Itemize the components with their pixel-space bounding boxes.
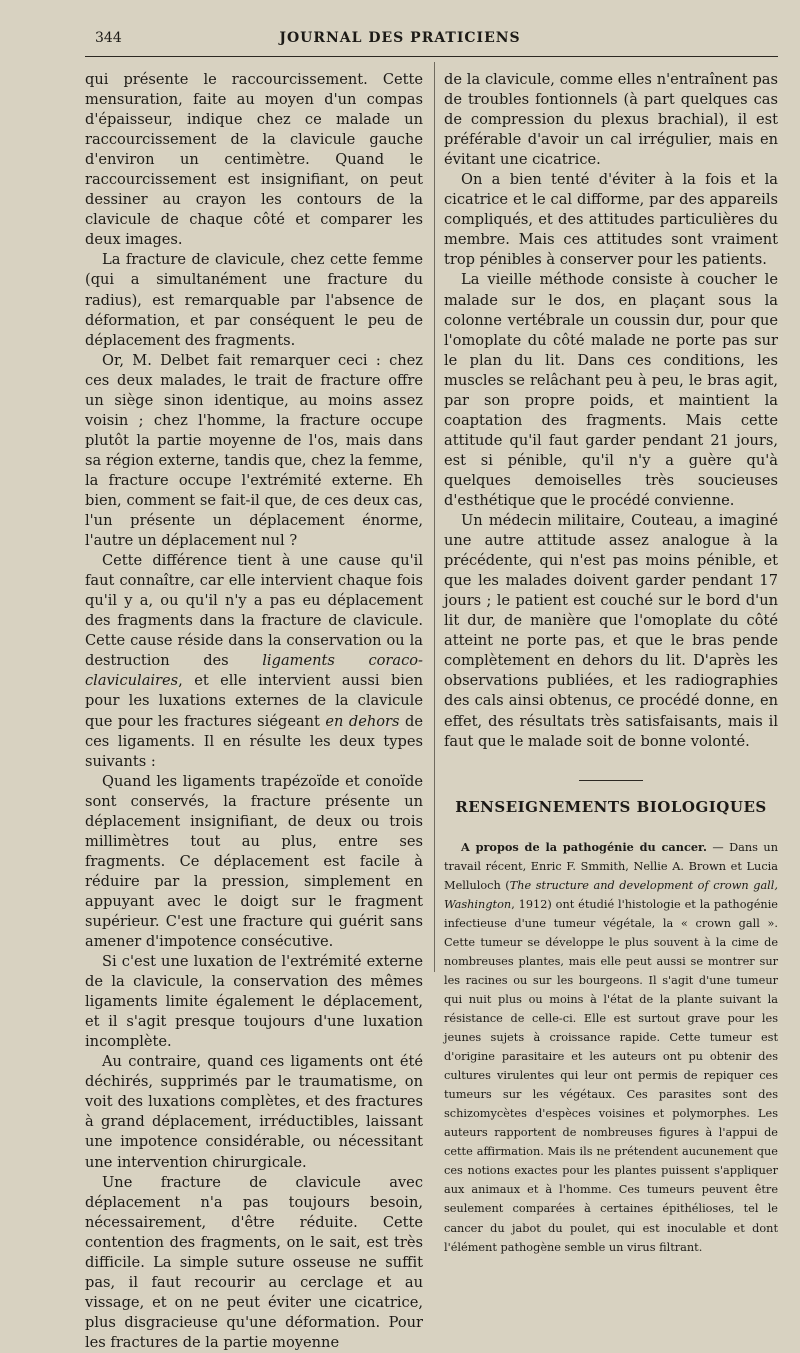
paragraph: de la clavicule, comme elles n'entraînent pas de troubles fontionnels (à part quelques cas de compression du plexus brachial), il est préférable d'avoir un cal irrégulier, mais en évitant une cicatrice.	[444, 71, 778, 169]
left-column	[85, 70, 423, 1353]
paragraph: La fracture de clavicule, chez cette femme (qui a simultanément une fracture du radius), est remarquable par l'absence de déformation, et par conséquent le peu de déplacement des fragments.	[85, 251, 423, 349]
page-header	[0, 30, 800, 56]
paragraph: On a bien tenté d'éviter à la fois et la cicatrice et le cal difforme, par des appareils compliqués, et des attitudes particulières du membre. Mais ces attitudes sont vraiment trop pénibles à conserver pour les patients.	[444, 171, 778, 269]
paragraph: La vieille méthode consiste à coucher le malade sur le dos, en plaçant sous la colonne vertébrale un coussin dur, pour que l'omoplate du côté malade ne porte pas sur le plan du lit. Dans ces conditions, les muscles se relâchant peu à peu, le bras agit, par son propre poids, et maintient la coaptation des fragments. Mais cette attitude qu'il faut garder pendant 21 jours, est si pénible, qu'il n'y a guère qu'à quelques demoiselles très soucieuses d'esthétique que le procédé convienne.	[444, 271, 778, 509]
journal-title: JOURNAL DES PRATICIENS	[279, 30, 521, 46]
section-rule	[579, 780, 643, 781]
paragraph: Un médecin militaire, Couteau, a imaginé une autre attitude assez analogue à la précédente, qui n'est pas moins pénible, et que les malades doivent garder pendant 17 jours ; le patient est couché sur le bord d'un lit dur, de manière que l'omoplate du côté atteint ne porte pas, et que le bras pende complètement en dehors du lit. D'après les observations publiées, et les radiographies des cals ainsi obtenus, ce procédé donne, en effet, des résultats très satisfaisants, mais il faut que le malade soit de bonne volonté.	[444, 512, 778, 750]
column-divider	[434, 62, 435, 972]
header-rule	[85, 56, 778, 57]
section-body	[444, 838, 778, 1257]
paragraph: Quand les ligaments trapézoïde et conoïde sont conservés, la fracture présente un déplacement insignifiant, de deux ou trois millimètres tout au plus, entre ses fragments. Ce déplacement est facile à réduire par la pression, simplement en appuyant avec le doigt sur le fragment supérieur. C'est une fracture qui guérit sans amener d'impotence consécutive.	[85, 772, 423, 951]
italic-title: The structure and development of crown gall, Washington	[444, 878, 778, 911]
paragraph: Au contraire, quand ces ligaments ont été déchirés, supprimés par le traumatisme, on voit des luxations complètes, et des fractures à grand déplacement, irréductibles, laissant une impotence considérable, ou nécessitant une intervention chirurgicale.	[85, 1053, 423, 1171]
paragraph: Une fracture de clavicule avec déplacement n'a pas toujours besoin, nécessairement, d'être réduite. Cette contention des fragments, on le sait, est très difficile. La simple suture osseuse ne suffit pas, il faut recourir au cerclage et au vissage, et on ne peut éviter une cicatrice, plus disgracieuse qu'une déformation. Pour les fractures de la partie moyenne	[85, 1173, 423, 1351]
paragraph: Cette différence tient à une cause qu'il faut connaître, car elle intervient chaque fois qu'il y a, ou qu'il n'y a pas eu déplacement des fragments dans la fracture de clavicule. Cette cause réside dans la conservation ou la destruction des ligaments coraco-claviculaires, et elle intervient aussi bien pour les luxations externes de la clavicule que pour les fractures siégeant en dehors de ces ligaments. Il en résulte les deux types suivants :	[85, 552, 423, 770]
run-in-heading: A propos de la pathogénie du cancer.	[461, 839, 707, 854]
italic-term: ligaments coraco-claviculaires	[85, 652, 423, 690]
paragraph: A propos de la pathogénie du cancer. — Dans un travail récent, Enric F. Smmith, Nellie A. Brown et Lucia Melluloch (The structure and development of crown gall, Washington, 1912) ont étudié l'histologie et la pathogénie infectieuse d'une tumeur végétale, la « crown gall ». Cette tumeur se développe le plus souvent à la cime de nombreuses plantes, mais elle peut aussi se montrer sur les racines ou sur les bourgeons. Il s'agit d'une tumeur qui nuit plus ou moins à l'état de la plante suivant la résistance de celle-ci. Elle est surtout grave pour les jeunes sujets à croissance rapide. Cette tumeur est d'origine parasitaire et les auteurs ont pu obtenir des cultures virulentes qui leur ont permis de repiquer ces tumeurs sur les végétaux. Ces parasites sont des schizomycètes d'espèces voisines et polymorphes. Les auteurs rapportent de nombreuses figures à l'appui de cette affirmation. Mais ils ne prétendent aucunement que ces notions exactes pour les plantes puissent s'appliquer aux animaux et à l'homme. Ces tumeurs peuvent être seulement comparées à certaines épithélioses, tel le cancer du jabot du poulet, qui est inoculable et dont l'élément pathogène semble un virus filtrant.	[444, 839, 778, 1254]
paragraph: Si c'est une luxation de l'extrémité externe de la clavicule, la conservation des mêmes ligaments limite également le déplacement, et il s'agit presque toujours d'une luxation incomplète.	[85, 953, 423, 1051]
italic-term: en dehors	[325, 712, 400, 730]
paragraph: qui présente le raccourcissement. Cette mensuration, faite au moyen d'un compas d'épaisseur, indique chez ce malade un raccourcissement de la clavicule gauche d'environ un centimètre. Quand le raccourcissement est insignifiant, on peut dessiner au crayon les contours de la clavicule de chaque côté et comparer les deux images.	[85, 71, 423, 249]
page-number: 344	[95, 30, 122, 46]
section-title: RENSEIGNEMENTS BIOLOGIQUES	[455, 797, 767, 816]
paragraph: Or, M. Delbet fait remarquer ceci : chez ces deux malades, le trait de fracture offre un siège sinon identique, au moins assez voisin ; chez l'homme, la fracture occupe plutôt la partie moyenne de l'os, mais dans sa région externe, tandis que, chez la femme, la fracture occupe l'extrémité externe. Eh bien, comment se fait-il que, de ces deux cas, l'un présente un déplacement énorme, l'autre un déplacement nul ?	[85, 351, 423, 550]
right-column	[444, 70, 778, 1257]
